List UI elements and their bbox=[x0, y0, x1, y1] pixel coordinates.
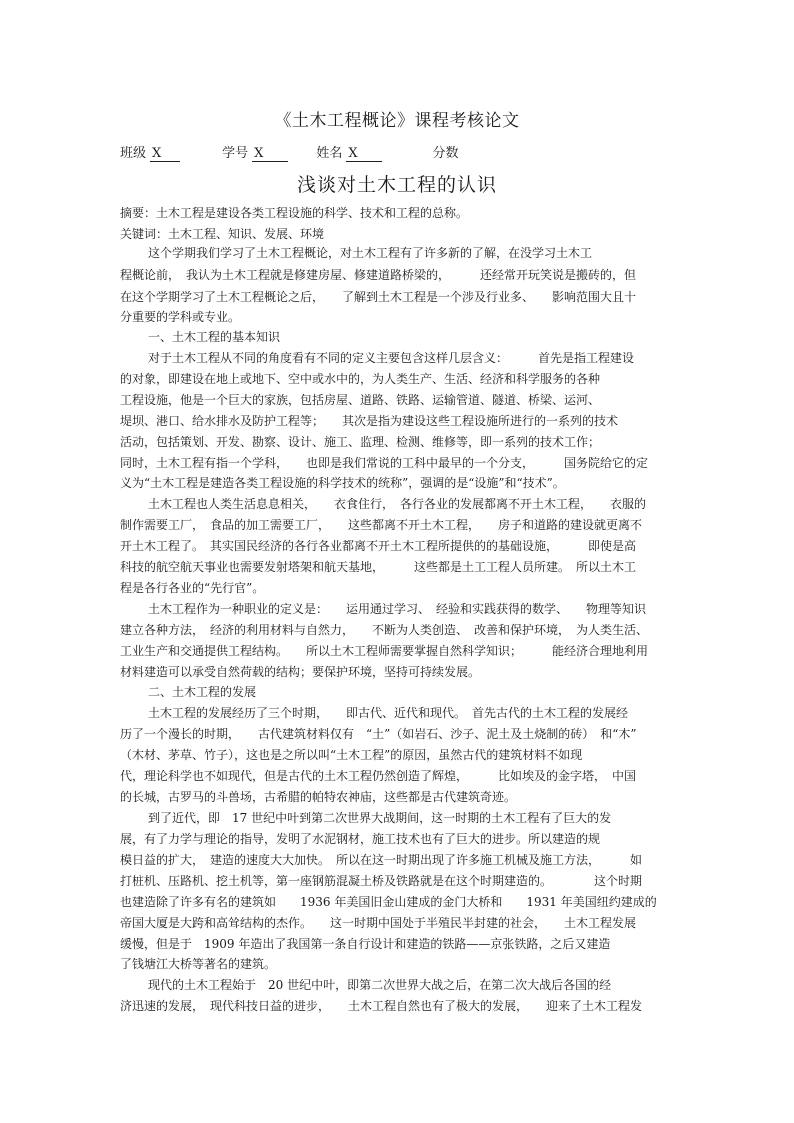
text-line: 材料建造可以承受自然荷载的结构；要保护环境，坚持可持续发展。 bbox=[120, 665, 481, 679]
text-line: 土木工程的发展经历了三个时期， 即古代、近代和现代。 首先古代的土木工程的发展经 bbox=[148, 706, 629, 720]
text-line: 的长城，古罗马的斗兽场，古希腊的帕特农神庙，这些都是古代建筑奇迹。 bbox=[120, 790, 517, 804]
student-info-row bbox=[120, 142, 458, 162]
text-line: 建立各种方法， 经济的利用材料与自然力， 不断为人类创造、 改善和保护环境， 为人类生活、 bbox=[120, 623, 649, 637]
text-line: 到了近代，即 17 世纪中叶到第二次世界大战期间，这一时期的土木工程有了巨大的发 bbox=[148, 811, 612, 825]
abstract-line: 摘要：土木工程是建设各类工程设施的科学、技术和工程的总称。 bbox=[120, 206, 469, 220]
text-line: 堤坝、港口、给水排水及防护工程等； 其次是指为建设这些工程设施所进行的一系列的技术 bbox=[120, 414, 619, 428]
text-line: 对于土木工程从不同的角度看有不同的定义主要包含这样几层含义： 首先是指工程建设 bbox=[148, 351, 635, 365]
text-line: 历了一个漫长的时期， 古代建筑材料仅有 “土”（如岩石、沙子、泥土及土烧制的砖） 和“木” bbox=[120, 727, 637, 741]
text-line: 土木工程也人类生活息息相关， 衣食住行， 各行各业的发展都离不开土木工程， 衣服的 bbox=[148, 497, 647, 511]
text-line: 活动，包括策划、开发、勘察、设计、施工、监理、检测、维修等，即一系列的技术工作； bbox=[120, 435, 601, 449]
text-line: 展，有了力学与理论的指导，发明了水泥钢材，施工技术也有了巨大的进步。所以建造的规 bbox=[120, 832, 601, 846]
name-label: 姓名 bbox=[316, 146, 343, 161]
student-no-label: 学号 bbox=[222, 146, 249, 161]
text-line: 代，理论科学也不如现代，但是古代的土木工程仍然创造了辉煌， 比如埃及的金字塔， 中国 bbox=[120, 769, 637, 783]
text-line: 开土木工程了。 其实国民经济的各行各业都离不开土木工程所提供的的基础设施， 即使是高 bbox=[120, 539, 637, 553]
section-heading: 二、土木工程的发展 bbox=[148, 685, 257, 699]
text-line: 了钱塘江大桥等著名的建筑。 bbox=[120, 957, 277, 971]
score-label: 分数 bbox=[432, 146, 459, 161]
text-line: 同时，土木工程有指一个学科， 也即是我们常说的工科中最早的一个分支， 国务院给它的定 bbox=[120, 456, 649, 470]
text-line: 济迅速的发展， 现代科技日益的进步， 土木工程自然也有了极大的发展， 迎来了土木工程发 bbox=[120, 999, 643, 1013]
text-line: 程是各行各业的“先行官”。 bbox=[120, 581, 265, 595]
text-line: 也建造除了许多有名的建筑如 1936 年美国旧金山建成的金门大桥和 1931 年美国纽约建成的 bbox=[120, 895, 657, 909]
text-line: 土木工程作为一种职业的定义是： 运用通过学习、 经验和实践获得的数学、 物理等知识 bbox=[148, 602, 647, 616]
keywords-line: 关键词：土木工程、知识、发展、环境 bbox=[120, 227, 325, 241]
text-line: 缓慢，但是于 1909 年造出了我国第一条自行设计和建造的铁路——京张铁路，之后又建造 bbox=[120, 937, 611, 951]
text-line: 的对象，即建设在地上或地下、空中或水中的，为人类生产、生活、经济和科学服务的各种 bbox=[120, 372, 601, 386]
section-heading: 一、土木工程的基本知识 bbox=[148, 330, 281, 344]
text-line: 科技的航空航天事业也需要发射塔架和航天基地， 这些都是土工工程人员所建。 所以土木工 bbox=[120, 560, 637, 574]
text-line: 现代的土木工程始于 20 世纪中叶，即第二次世界大战之后，在第二次大战后各国的经 bbox=[148, 978, 612, 992]
text-line: 这个学期我们学习了土木工程概论，对土木工程有了许多新的了解，在没学习土木工 bbox=[148, 246, 593, 260]
text-line: 工业生产和交通提供工程结构。 所以土木工程师需要掌握自然科学知识； 能经济合理地利用 bbox=[120, 644, 649, 658]
student-no-value: X bbox=[252, 147, 288, 162]
name-value: X bbox=[346, 147, 382, 162]
text-line: 打桩机、压路机、挖土机等，第一座钢筋混凝土桥及铁路就是在这个时期建造的。 这个时期 bbox=[120, 874, 643, 888]
class-value: X bbox=[150, 147, 180, 162]
text-line: 在这个学期学习了土木工程概论之后， 了解到土木工程是一个涉及行业多、 影响范围大且十 bbox=[120, 290, 637, 304]
text-line: （木材、茅草、竹子），这也是之所以叫“土木工程”的原因，虽然古代的建筑材料不如现 bbox=[120, 748, 583, 762]
class-label: 班级 bbox=[120, 146, 147, 161]
text-line: 工程设施，他是一个巨大的家族，包括房屋、道路、铁路、运输管道、隧道、桥梁、运河、 bbox=[120, 393, 601, 407]
text-line: 程概论前， 我认为土木工程就是修建房屋、修建道路桥梁的， 还经常开玩笑说是搬砖的，但 bbox=[120, 268, 637, 282]
course-title: 《土木工程概论》课程考核论文 bbox=[274, 111, 520, 131]
paper-title: 浅谈对土木工程的认识 bbox=[296, 174, 497, 196]
text-line: 制作需要工厂， 食品的加工需要工厂， 这些都离不开土木工程， 房子和道路的建设就更离不 bbox=[120, 518, 643, 532]
text-line: 义为“土木工程是建造各类工程设施的科学技术的统称”，强调的是“设施”和“技术”。 bbox=[120, 476, 565, 490]
text-line: 模日益的扩大， 建造的速度大大加快。 所以在这一时期出现了许多施工机械及施工方法， 如 bbox=[120, 853, 643, 867]
text-line: 帝国大厦是大跨和高耸结构的杰作。 这一时期中国处于半殖民半封建的社会， 土木工程发展 bbox=[120, 916, 637, 930]
text-line: 分重要的学科或专业。 bbox=[120, 310, 241, 324]
